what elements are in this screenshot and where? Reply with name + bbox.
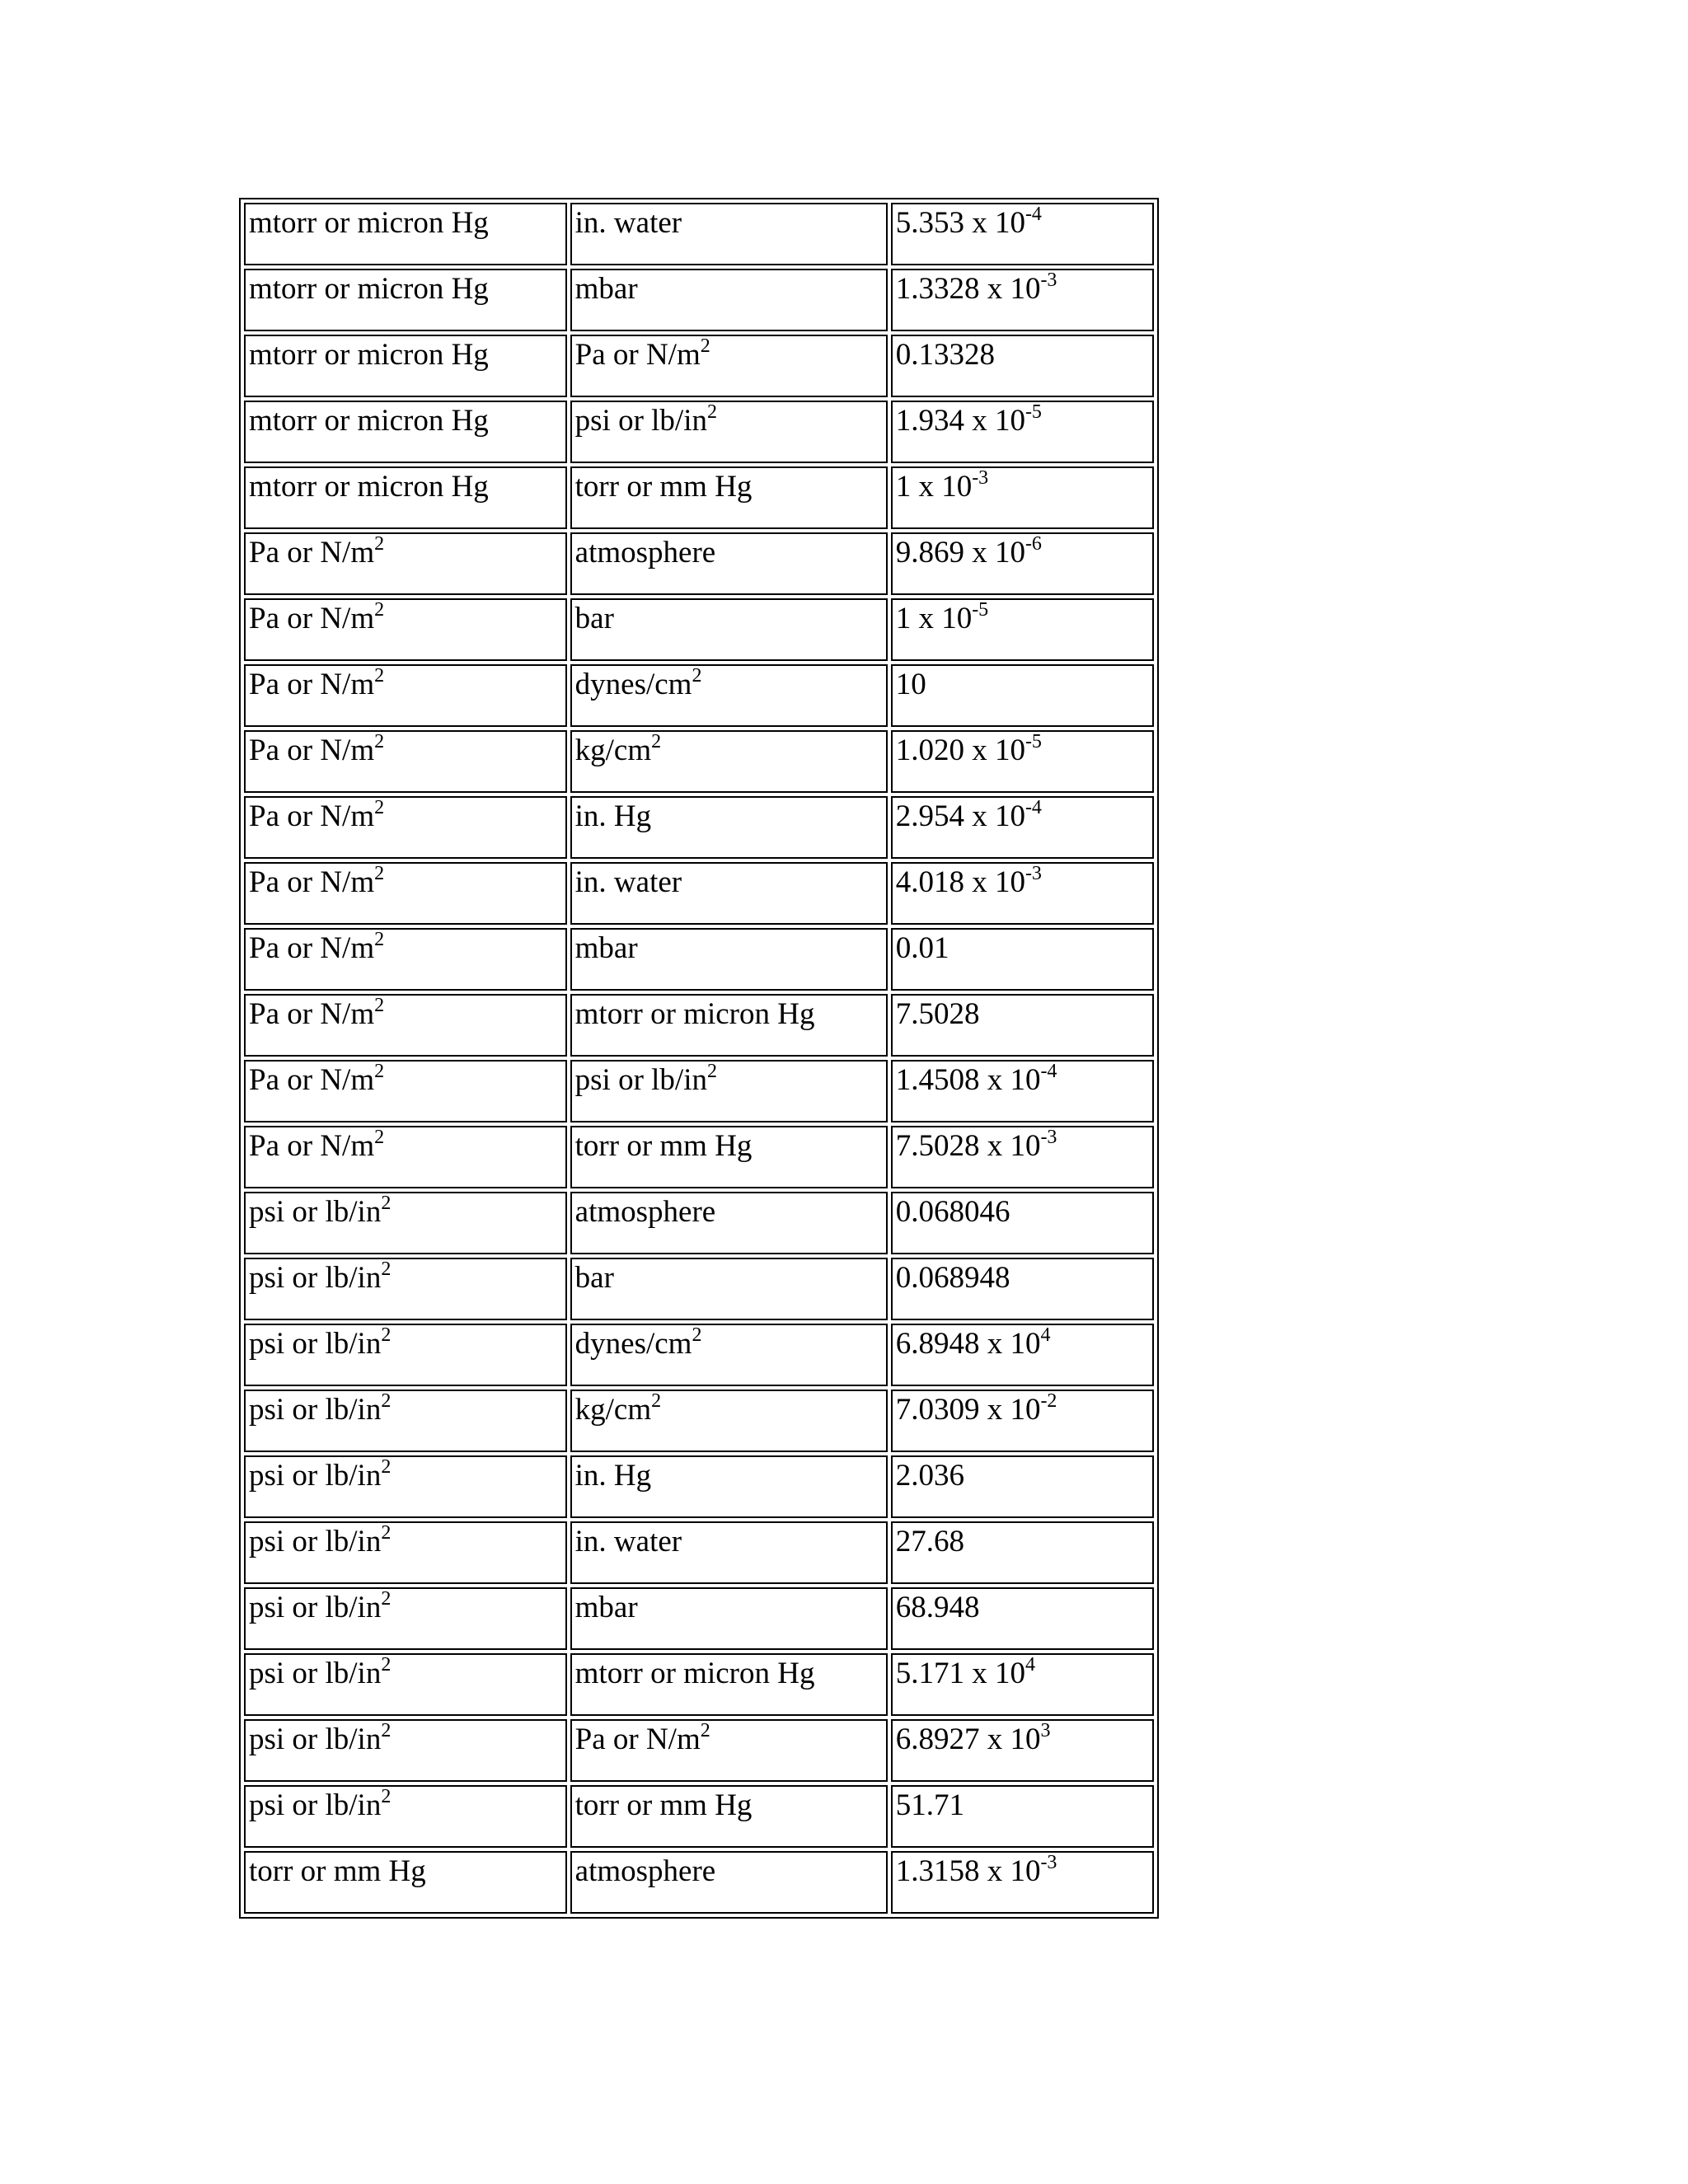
factor-cell-text: 2.036 — [895, 1459, 964, 1493]
factor-cell-superscript: -3 — [1025, 862, 1042, 884]
table-row — [244, 466, 1154, 529]
to-unit-cell-text: Pa or N/m — [574, 338, 701, 372]
factor-cell — [891, 994, 1154, 1057]
from-unit-cell — [244, 862, 567, 925]
factor-cell — [891, 1851, 1154, 1914]
table-row — [244, 335, 1154, 397]
from-unit-cell-text: Pa or N/m — [249, 931, 375, 965]
factor-cell-text: 7.0309 x 10 — [895, 1393, 1041, 1427]
factor-cell-superscript: -6 — [1025, 532, 1042, 555]
factor-cell-text: 7.5028 — [895, 997, 980, 1031]
factor-cell-text: 1.3328 x 10 — [895, 272, 1041, 306]
to-unit-cell — [570, 928, 888, 991]
to-unit-cell-text: mtorr or micron Hg — [574, 997, 815, 1031]
factor-cell-text: 5.353 x 10 — [895, 206, 1025, 240]
factor-cell-text: 68.948 — [895, 1591, 980, 1624]
table-row — [244, 1785, 1154, 1848]
to-unit-cell — [570, 1587, 888, 1650]
to-unit-cell-text: torr or mm Hg — [574, 470, 753, 504]
from-unit-cell-text: psi or lb/in — [249, 1788, 382, 1822]
factor-cell — [891, 1192, 1154, 1254]
to-unit-cell — [570, 269, 888, 331]
factor-cell-text: 0.01 — [895, 931, 950, 965]
from-unit-cell — [244, 401, 567, 463]
table-row — [244, 862, 1154, 925]
factor-cell — [891, 1653, 1154, 1716]
factor-cell-superscript: -5 — [972, 598, 989, 621]
to-unit-cell-text: kg/cm — [574, 733, 652, 767]
table-row — [244, 1258, 1154, 1320]
to-unit-cell-text: in. Hg — [574, 799, 652, 833]
table-row — [244, 203, 1154, 265]
factor-cell-superscript: -5 — [1025, 401, 1042, 423]
from-unit-cell-superscript: 2 — [374, 598, 385, 621]
to-unit-cell — [570, 1521, 888, 1584]
from-unit-cell-superscript: 2 — [381, 1192, 392, 1214]
factor-cell-text: 0.068046 — [895, 1195, 1010, 1229]
factor-cell-superscript: -4 — [1025, 796, 1042, 818]
from-unit-cell-superscript: 2 — [381, 1324, 392, 1346]
factor-cell-superscript: -3 — [1040, 1126, 1057, 1148]
from-unit-cell-superscript: 2 — [381, 1258, 392, 1280]
to-unit-cell-text: dynes/cm — [574, 668, 692, 701]
to-unit-cell-superscript: 2 — [651, 1390, 662, 1412]
table-row — [244, 1521, 1154, 1584]
from-unit-cell — [244, 1653, 567, 1716]
from-unit-cell-text: Pa or N/m — [249, 733, 375, 767]
from-unit-cell-superscript: 2 — [381, 1390, 392, 1412]
from-unit-cell-text: Pa or N/m — [249, 1129, 375, 1163]
table-row — [244, 532, 1154, 595]
to-unit-cell — [570, 1653, 888, 1716]
from-unit-cell-text: mtorr or micron Hg — [249, 470, 489, 504]
to-unit-cell-text: mbar — [574, 272, 638, 306]
from-unit-cell-text: Pa or N/m — [249, 602, 375, 635]
to-unit-cell — [570, 1324, 888, 1386]
to-unit-cell — [570, 1060, 888, 1122]
from-unit-cell — [244, 1390, 567, 1452]
to-unit-cell — [570, 1390, 888, 1452]
to-unit-cell — [570, 862, 888, 925]
from-unit-cell-superscript: 2 — [374, 730, 385, 752]
from-unit-cell-text: psi or lb/in — [249, 1327, 382, 1361]
table-row — [244, 598, 1154, 661]
to-unit-cell — [570, 203, 888, 265]
factor-cell-superscript: -4 — [1025, 203, 1042, 225]
from-unit-cell — [244, 466, 567, 529]
from-unit-cell-text: psi or lb/in — [249, 1657, 382, 1690]
from-unit-cell — [244, 1258, 567, 1320]
to-unit-cell-text: in. Hg — [574, 1459, 652, 1493]
from-unit-cell-text: mtorr or micron Hg — [249, 272, 489, 306]
factor-cell — [891, 203, 1154, 265]
factor-cell — [891, 1719, 1154, 1782]
factor-cell-text: 1.4508 x 10 — [895, 1063, 1041, 1097]
factor-cell — [891, 1126, 1154, 1188]
from-unit-cell-superscript: 2 — [381, 1521, 392, 1544]
to-unit-cell-text: atmosphere — [574, 1854, 716, 1888]
factor-cell — [891, 466, 1154, 529]
factor-cell-text: 2.954 x 10 — [895, 799, 1025, 833]
table-row — [244, 796, 1154, 859]
to-unit-cell-text: atmosphere — [574, 1195, 716, 1229]
table-row — [244, 1719, 1154, 1782]
from-unit-cell — [244, 1587, 567, 1650]
to-unit-cell-text: torr or mm Hg — [574, 1129, 753, 1163]
to-unit-cell — [570, 532, 888, 595]
to-unit-cell-text: dynes/cm — [574, 1327, 692, 1361]
from-unit-cell — [244, 598, 567, 661]
factor-cell — [891, 335, 1154, 397]
table-row — [244, 1455, 1154, 1518]
factor-cell-text: 0.13328 — [895, 338, 995, 372]
from-unit-cell-superscript: 2 — [381, 1719, 392, 1741]
from-unit-cell-superscript: 2 — [381, 1785, 392, 1807]
to-unit-cell-text: mbar — [574, 931, 638, 965]
from-unit-cell-superscript: 2 — [374, 532, 385, 555]
factor-cell-text: 10 — [895, 668, 926, 701]
from-unit-cell-text: Pa or N/m — [249, 865, 375, 899]
from-unit-cell — [244, 1192, 567, 1254]
factor-cell-superscript: -3 — [1040, 1851, 1057, 1873]
to-unit-cell-superscript: 2 — [706, 1060, 717, 1082]
factor-cell-text: 1 x 10 — [895, 470, 973, 504]
to-unit-cell-text: mbar — [574, 1591, 638, 1624]
from-unit-cell-superscript: 2 — [374, 1060, 385, 1082]
to-unit-cell — [570, 401, 888, 463]
to-unit-cell-text: in. water — [574, 1525, 682, 1558]
factor-cell-text: 1.934 x 10 — [895, 404, 1025, 438]
factor-cell — [891, 1258, 1154, 1320]
from-unit-cell-superscript: 2 — [374, 664, 385, 687]
from-unit-cell-superscript: 2 — [374, 994, 385, 1016]
to-unit-cell-superscript: 2 — [651, 730, 662, 752]
from-unit-cell — [244, 928, 567, 991]
from-unit-cell-text: psi or lb/in — [249, 1591, 382, 1624]
factor-cell-superscript: -3 — [1040, 269, 1057, 291]
to-unit-cell-text: psi or lb/in — [574, 1063, 707, 1097]
factor-cell-superscript: -4 — [1040, 1060, 1057, 1082]
factor-cell — [891, 598, 1154, 661]
to-unit-cell — [570, 1455, 888, 1518]
pressure-conversion-table — [239, 198, 1159, 1919]
from-unit-cell — [244, 1455, 567, 1518]
to-unit-cell-text: kg/cm — [574, 1393, 652, 1427]
from-unit-cell-text: Pa or N/m — [249, 799, 375, 833]
to-unit-cell-text: mtorr or micron Hg — [574, 1657, 815, 1690]
from-unit-cell-text: Pa or N/m — [249, 668, 375, 701]
table-row — [244, 730, 1154, 793]
factor-cell-text: 6.8948 x 10 — [895, 1327, 1041, 1361]
factor-cell-text: 7.5028 x 10 — [895, 1129, 1041, 1163]
from-unit-cell — [244, 796, 567, 859]
from-unit-cell — [244, 1851, 567, 1914]
from-unit-cell — [244, 1324, 567, 1386]
to-unit-cell — [570, 796, 888, 859]
table-row — [244, 664, 1154, 727]
factor-cell-text: 1 x 10 — [895, 602, 973, 635]
table-row — [244, 994, 1154, 1057]
factor-cell — [891, 664, 1154, 727]
from-unit-cell — [244, 335, 567, 397]
table-row — [244, 1192, 1154, 1254]
from-unit-cell-text: psi or lb/in — [249, 1195, 382, 1229]
from-unit-cell-text: psi or lb/in — [249, 1525, 382, 1558]
from-unit-cell-text: psi or lb/in — [249, 1722, 382, 1756]
to-unit-cell-text: Pa or N/m — [574, 1722, 701, 1756]
to-unit-cell-text: torr or mm Hg — [574, 1788, 753, 1822]
to-unit-cell — [570, 994, 888, 1057]
to-unit-cell-superscript: 2 — [692, 1324, 702, 1346]
to-unit-cell-superscript: 2 — [706, 401, 717, 423]
factor-cell — [891, 1455, 1154, 1518]
factor-cell-superscript: 3 — [1040, 1719, 1051, 1741]
factor-cell-superscript: -5 — [1025, 730, 1042, 752]
table-row — [244, 1851, 1154, 1914]
from-unit-cell — [244, 1785, 567, 1848]
from-unit-cell-text: Pa or N/m — [249, 997, 375, 1031]
to-unit-cell — [570, 335, 888, 397]
to-unit-cell — [570, 664, 888, 727]
to-unit-cell — [570, 1719, 888, 1782]
table-body — [244, 203, 1154, 1914]
factor-cell — [891, 862, 1154, 925]
table-row — [244, 1390, 1154, 1452]
factor-cell-text: 1.3158 x 10 — [895, 1854, 1041, 1888]
factor-cell — [891, 1324, 1154, 1386]
factor-cell — [891, 928, 1154, 991]
factor-cell — [891, 1521, 1154, 1584]
from-unit-cell-superscript: 2 — [374, 862, 385, 884]
to-unit-cell — [570, 1851, 888, 1914]
to-unit-cell — [570, 1258, 888, 1320]
factor-cell-superscript: -3 — [972, 466, 989, 489]
factor-cell-text: 1.020 x 10 — [895, 733, 1025, 767]
to-unit-cell — [570, 598, 888, 661]
to-unit-cell — [570, 1785, 888, 1848]
from-unit-cell-superscript: 2 — [374, 796, 385, 818]
factor-cell — [891, 269, 1154, 331]
from-unit-cell — [244, 1060, 567, 1122]
from-unit-cell-superscript: 2 — [381, 1587, 392, 1610]
to-unit-cell-text: psi or lb/in — [574, 404, 707, 438]
factor-cell — [891, 1785, 1154, 1848]
from-unit-cell — [244, 1719, 567, 1782]
from-unit-cell — [244, 203, 567, 265]
from-unit-cell-text: psi or lb/in — [249, 1393, 382, 1427]
table-row — [244, 1324, 1154, 1386]
from-unit-cell-text: Pa or N/m — [249, 1063, 375, 1097]
from-unit-cell-superscript: 2 — [381, 1455, 392, 1478]
from-unit-cell — [244, 664, 567, 727]
from-unit-cell-text: mtorr or micron Hg — [249, 338, 489, 372]
table-row — [244, 1653, 1154, 1716]
table-row — [244, 928, 1154, 991]
from-unit-cell-text: psi or lb/in — [249, 1459, 382, 1493]
factor-cell-text: 27.68 — [895, 1525, 964, 1558]
to-unit-cell-superscript: 2 — [700, 335, 710, 357]
factor-cell — [891, 1587, 1154, 1650]
to-unit-cell-text: in. water — [574, 206, 682, 240]
factor-cell-text: 51.71 — [895, 1788, 964, 1822]
factor-cell — [891, 796, 1154, 859]
factor-cell-superscript: -2 — [1040, 1390, 1057, 1412]
factor-cell-text: 5.171 x 10 — [895, 1657, 1025, 1690]
from-unit-cell-text: torr or mm Hg — [249, 1854, 426, 1888]
to-unit-cell-text: atmosphere — [574, 536, 716, 569]
from-unit-cell-superscript: 2 — [374, 928, 385, 950]
from-unit-cell — [244, 1126, 567, 1188]
to-unit-cell — [570, 1126, 888, 1188]
to-unit-cell — [570, 730, 888, 793]
factor-cell — [891, 1390, 1154, 1452]
from-unit-cell — [244, 532, 567, 595]
factor-cell — [891, 532, 1154, 595]
table-row — [244, 1060, 1154, 1122]
to-unit-cell-text: bar — [574, 1261, 614, 1295]
to-unit-cell-superscript: 2 — [700, 1719, 710, 1741]
factor-cell — [891, 730, 1154, 793]
factor-cell-text: 9.869 x 10 — [895, 536, 1025, 569]
from-unit-cell — [244, 269, 567, 331]
to-unit-cell-text: in. water — [574, 865, 682, 899]
from-unit-cell-text: mtorr or micron Hg — [249, 206, 489, 240]
from-unit-cell-superscript: 2 — [374, 1126, 385, 1148]
table-row — [244, 269, 1154, 331]
table-row — [244, 1587, 1154, 1650]
factor-cell-text: 4.018 x 10 — [895, 865, 1025, 899]
factor-cell-text: 0.068948 — [895, 1261, 1010, 1295]
from-unit-cell — [244, 1521, 567, 1584]
table-row — [244, 401, 1154, 463]
from-unit-cell-text: Pa or N/m — [249, 536, 375, 569]
factor-cell — [891, 401, 1154, 463]
from-unit-cell — [244, 730, 567, 793]
to-unit-cell-text: bar — [574, 602, 614, 635]
factor-cell-superscript: 4 — [1025, 1653, 1035, 1675]
from-unit-cell-superscript: 2 — [381, 1653, 392, 1675]
from-unit-cell-text: psi or lb/in — [249, 1261, 382, 1295]
factor-cell — [891, 1060, 1154, 1122]
factor-cell-superscript: 4 — [1040, 1324, 1051, 1346]
from-unit-cell-text: mtorr or micron Hg — [249, 404, 489, 438]
table-row — [244, 1126, 1154, 1188]
to-unit-cell — [570, 1192, 888, 1254]
from-unit-cell — [244, 994, 567, 1057]
to-unit-cell — [570, 466, 888, 529]
to-unit-cell-superscript: 2 — [692, 664, 702, 687]
factor-cell-text: 6.8927 x 10 — [895, 1722, 1041, 1756]
